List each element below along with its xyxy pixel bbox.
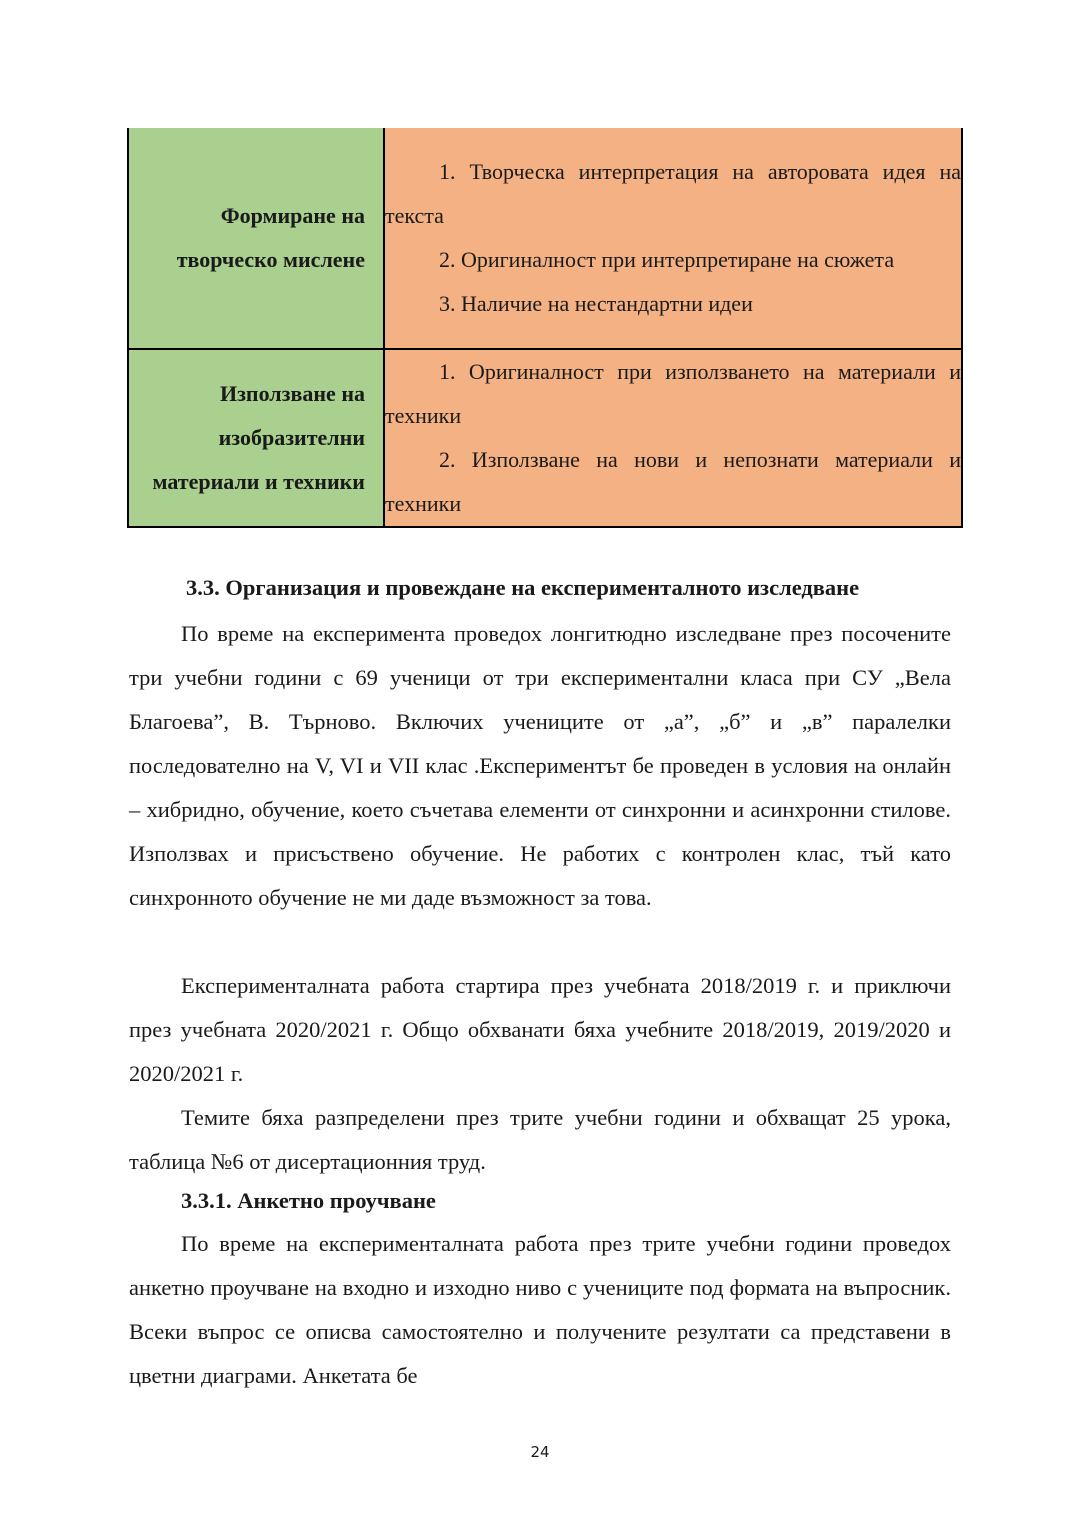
criterion-line: Използване на (219, 381, 365, 406)
criteria-table (127, 128, 963, 528)
criterion-line: изобразителни (218, 425, 365, 450)
criterion-cell (128, 349, 384, 527)
criterion-line: творческо мислене (176, 247, 365, 272)
indicator-item: 1. Творческа интерпретация на авторовата идея на текста (385, 159, 961, 228)
body-paragraph: Темите бяха разпределени през трите учебни години и обхващат 25 урока, таблица №6 от дисертационния труд. (129, 1105, 951, 1174)
page-number: 24 (530, 1443, 550, 1461)
body-paragraph: По време на експерименталната работа през трите учебни години проведох анкетно проучване на входно и изходно ниво с учениците под формата на въпросник. Всеки въпрос се описва самостоятелно и получените резултати са представени в цветни диаграми. Анкетата бе (129, 1231, 951, 1388)
indicator-item: 2. Оригиналност при интерпретиране на сюжета (439, 247, 895, 272)
section-heading: 3.3. Организация и провеждане на експерименталното изследване (186, 575, 860, 600)
table-row (128, 128, 962, 349)
criterion-line: материали и техники (152, 469, 365, 494)
table-row (128, 349, 962, 527)
criterion-cell (128, 128, 384, 349)
indicator-item: 2. Използване на нови и непознати материали и техники (385, 447, 961, 516)
body-paragraph: Експерименталната работа стартира през учебната 2018/2019 г. и приключи през учебната 2020/2021 г. Общо обхванати бяха учебните 2018/2019, 2019/2020 и 2020/2021 г. (129, 973, 951, 1086)
indicator-item: 3. Наличие на нестандартни идеи (439, 291, 753, 316)
criterion-line: Формиране на (220, 203, 365, 228)
subsection-heading: 3.3.1. Анкетно проучване (181, 1188, 436, 1213)
indicators-cell (384, 128, 962, 349)
indicator-item: 1. Оригиналност при използването на материали и техники (385, 359, 961, 428)
indicators-cell (384, 349, 962, 527)
body-paragraph: По време на експеримента проведох лонгитюдно изследване през посочените три учебни години с 69 ученици от три експериментални класа при СУ „Вела Благоева”, В. Търново. Включих учениците от „а”, „б” и „в” паралелки последователно на V, VI и VII клас .Експериментът бе проведен в условия на онлайн – хибридно, обучение, което съчетава елементи от синхронни и асинхронни стилове. Използвах и присъствено обучение. Не работих с контролен клас, тъй като синхронното обучение не ми даде възможност за това. (129, 621, 951, 910)
